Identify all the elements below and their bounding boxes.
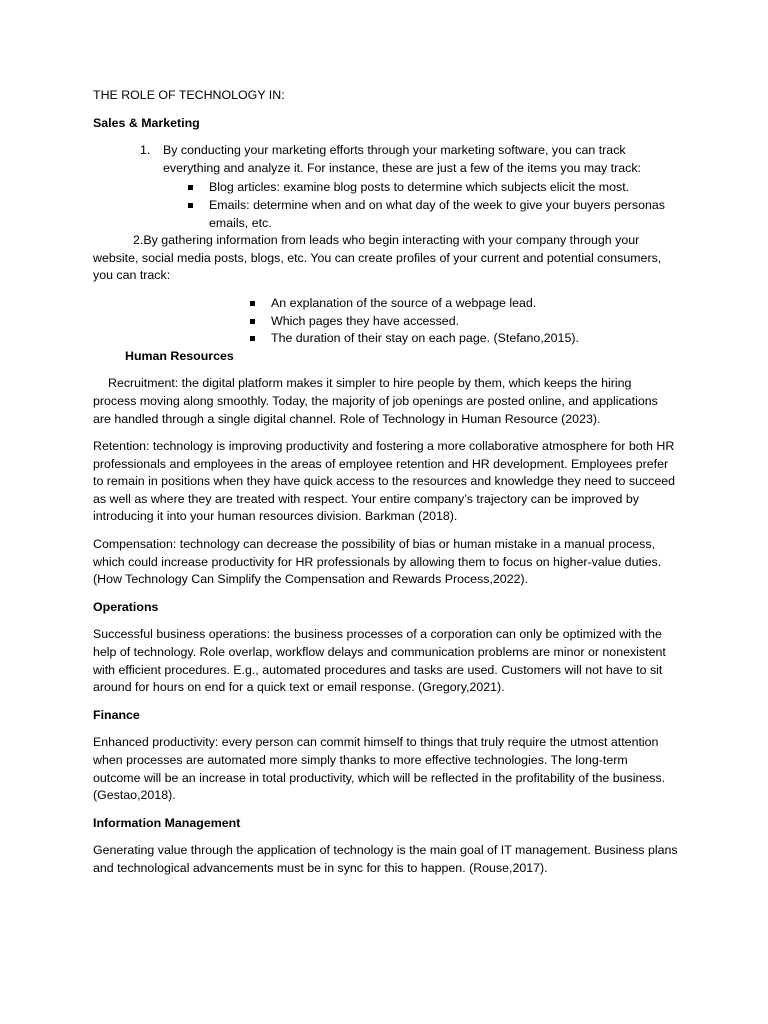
square-bullet-icon <box>250 301 255 306</box>
square-bullet-icon <box>250 319 255 324</box>
bullet-text: An explanation of the source of a webpage lead. <box>271 295 537 310</box>
heading-human-resources: Human Resources <box>125 348 234 363</box>
document-body <box>93 87 678 888</box>
document-title: THE ROLE OF TECHNOLOGY IN: <box>93 88 285 102</box>
sales-item-1-bullets <box>93 179 678 232</box>
bullet-text: Blog articles: examine blog posts to determine which subjects elicit the most. <box>209 180 630 195</box>
bullet-text: The duration of their stay on each page. (Stefano,2015). <box>271 331 579 346</box>
hr-recruitment-paragraph: Recruitment: the digital platform makes it simpler to hire people by them, which keeps the hiring process moving along smoothly. Today, the majority of job openings are posted online, and applications are handled through a single digital channel. Role of Technology in Human Resource (2023). <box>93 376 658 426</box>
bullet-item <box>93 179 678 197</box>
operations-paragraph: Successful business operations: the business processes of a corporation can only be optimized with the help of technology. Role overlap, workflow delays and communication problems are minor or nonexistent with efficient procedures. E.g., automated procedures and tasks are used. Customers will not have to sit around for hours on end for a quick text or email response. (Gregory,2021). <box>93 627 666 695</box>
sales-list-item-1 <box>93 142 678 177</box>
bullet-item <box>93 295 678 313</box>
information-management-paragraph: Generating value through the application of technology is the main goal of IT management. Business plans and technological advancements must be in sync for this to happen. (Rouse,2017). <box>93 843 678 875</box>
bullet-text: Which pages they have accessed. <box>271 313 460 328</box>
hr-retention-paragraph: Retention: technology is improving productivity and fostering a more collaborative atmosphere for both HR professionals and employees in the areas of employee retention and HR development. Employees prefer to remain in positions when they have quick access to the resources and knowledge they need to succeed as well as where they are treated with respect. Your entire company’s trajectory can be improved by introducing it into your human resources division. Barkman (2018). <box>93 439 676 524</box>
heading-finance: Finance <box>93 707 140 722</box>
heading-operations: Operations <box>93 599 159 614</box>
bullet-item <box>93 197 678 232</box>
finance-paragraph: Enhanced productivity: every person can commit himself to things that truly require the utmost attention when processes are automated more simply thanks to more effective technologies. The long-term outcome will be an increase in total productivity, which will be reflected in the profitability of the business. (Gestao,2018). <box>93 735 666 803</box>
square-bullet-icon <box>188 185 193 190</box>
sales-item-1-text: By conducting your marketing efforts through your marketing software, you can track everything and analyze it. For instance, these are just a few of the items you may track: <box>163 143 641 175</box>
square-bullet-icon <box>188 203 193 208</box>
heading-sales-marketing: Sales & Marketing <box>93 115 200 130</box>
sales-numbered-list <box>93 142 678 177</box>
hr-compensation-paragraph: Compensation: technology can decrease the possibility of bias or human mistake in a manual process, which could increase productivity for HR professionals by allowing them to focus on higher-value duties. (How Technology Can Simplify the Compensation and Rewards Process,2022). <box>93 537 662 587</box>
bullet-text: Emails: determine when and on what day of the week to give your buyers personas emails, etc. <box>209 197 665 230</box>
sales-item-2-text: 2.By gathering information from leads who begin interacting with your company through your website, social media posts, blogs, etc. You can create profiles of your current and potential consumers, you can track: <box>93 233 662 283</box>
heading-information-management: Information Management <box>93 815 241 830</box>
bullet-item <box>93 330 678 348</box>
bullet-item <box>93 313 678 331</box>
sales-item-2-bullets <box>93 295 678 348</box>
list-number: 1. <box>140 143 151 158</box>
square-bullet-icon <box>250 336 255 341</box>
